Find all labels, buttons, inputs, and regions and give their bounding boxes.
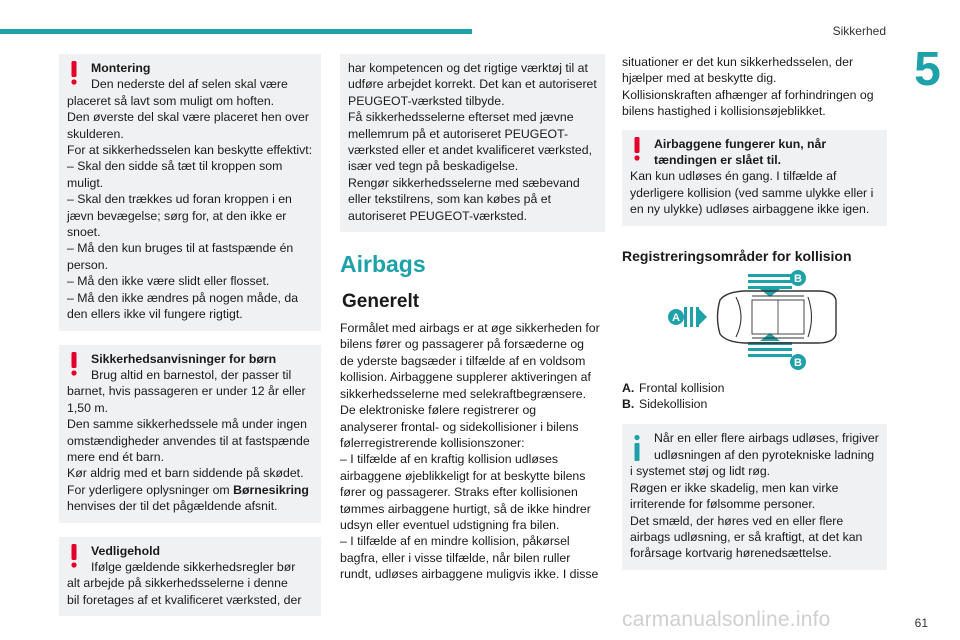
diagram-label-a: A <box>672 311 680 324</box>
side-impact-arrows-top <box>748 274 792 297</box>
montering-line: – Skal den sidde så tæt til kroppen som <box>67 159 283 174</box>
airbag-warning-line: yderligere kollision (ved samme ulykke eller i <box>630 185 874 200</box>
body-line: følerregistrerende kollisionszoner: <box>340 435 525 450</box>
column-2 <box>340 54 605 583</box>
section-title: Sikkerhed <box>832 24 886 38</box>
body-line: De elektroniske følere registrerer og <box>340 403 537 418</box>
diagram-legend <box>622 380 887 413</box>
legend-item-b <box>622 396 887 412</box>
car-top-view-illustration <box>622 270 887 370</box>
body-line: sikkerhedsselerne med selekraftbegrænsere. <box>340 386 587 401</box>
diagram-label-b-top: B <box>794 272 802 285</box>
page-number: 61 <box>914 616 928 630</box>
montering-title: Montering <box>91 61 151 75</box>
exclamation-icon <box>67 351 81 377</box>
montering-line: jævn bevægelse; sørg for, at den ikke er <box>67 208 287 223</box>
continuation-line: Få sikkerhedsselerne efterset med jævne <box>348 110 574 125</box>
continuation-line: Kollisionskraften afhænger af forhindringen og <box>622 87 874 102</box>
info-line: irriterende for følsomme personer. <box>630 497 816 512</box>
continuation-line: Rengør sikkerhedsselerne med sæbevand <box>348 175 580 190</box>
montering-line: – Må den ikke ændres på nogen måde, da <box>67 290 299 305</box>
info-line: Det smæld, der høres ved en eller flere <box>630 513 844 528</box>
header-accent-bar <box>0 29 472 34</box>
body-line: rundt, udløses airbaggene muligvis ikke. I disse <box>340 567 599 582</box>
exclamation-icon <box>67 543 81 569</box>
diagram-label-b-bottom: B <box>794 356 802 369</box>
boern-line: henvises der til det pågældende afsnit. <box>67 499 278 514</box>
vedligehold-line: alt arbejde på sikkerhedsselerne i denne <box>67 576 288 591</box>
legend-item-a <box>622 380 887 396</box>
body-line: de yderste bagsæder i tilfælde af en voldsom <box>340 353 586 368</box>
heading-generelt: Generelt <box>342 291 420 313</box>
continuation-text <box>622 54 887 120</box>
warning-box-vedligehold <box>59 537 321 617</box>
boern-ref-link-text: Børnesikring <box>233 482 309 497</box>
vedligehold-continuation-box <box>340 54 605 232</box>
body-line: bilens fører og passagerer på forsæderne og <box>340 337 585 352</box>
continuation-line: autoriseret PEUGEOT-værksted. <box>348 208 528 223</box>
info-line: forårsage kortvarig hørenedsættelse. <box>630 546 832 561</box>
column-1 <box>59 54 321 616</box>
continuation-line: udføre arbejdet korrekt. Det kan et autoriseret <box>348 77 597 92</box>
montering-line: – Må den kun bruges til at fastspænde én <box>67 241 294 256</box>
car-body <box>718 291 837 343</box>
montering-line: – Skal den trækkes ud foran kroppen i en <box>67 192 292 207</box>
body-line: udsyn eller eventuel udstigning fra bilen. <box>340 517 560 532</box>
vedligehold-line: Ifølge gældende sikkerhedsregler bør <box>91 559 296 574</box>
warning-box-montering <box>59 54 321 331</box>
continuation-line: eller tekstilrens, som kan købes på et <box>348 192 551 207</box>
legend-key: B. <box>622 397 635 412</box>
montering-line: – Må den ikke være slidt eller flosset. <box>67 274 270 289</box>
info-box-pyrotechnic <box>622 424 887 569</box>
montering-line: Den øverste del skal være placeret hen over <box>67 110 309 125</box>
boern-line: Brug altid en barnestol, der passer til <box>91 367 292 382</box>
info-line: Røgen er ikke skadelig, men kan virke <box>630 480 839 495</box>
body-line: kollision. Airbaggene supplerer aktiveringen af <box>340 370 591 385</box>
chapter-number: 5 <box>914 43 941 96</box>
boern-title: Sikkerhedsanvisninger for børn <box>91 351 277 366</box>
legend-text: Sidekollision <box>639 397 708 412</box>
montering-line: For at sikkerhedsselen kan beskytte effektivt: <box>67 143 313 158</box>
montering-line: placeret så lavt som muligt om hoften. <box>67 93 275 108</box>
info-line: udløsningen af den pyrotekniske ladning <box>654 447 875 462</box>
body-line: fører og passagerer. Straks efter kollisionen <box>340 485 578 500</box>
info-icon <box>630 434 644 462</box>
legend-text: Frontal kollision <box>639 380 725 395</box>
body-line: tømmes airbaggene hurtigt, så de ikke hindrer <box>340 501 591 516</box>
montering-line: Den nederste del af selen skal være <box>91 77 288 92</box>
vedligehold-line: bil foretages af et kvalificeret værksted, der <box>67 592 302 607</box>
side-impact-arrows-bottom <box>748 333 792 357</box>
warning-box-boern <box>59 345 321 523</box>
body-line: analyserer frontal- og sidekollisioner i bilens <box>340 419 579 434</box>
heading-registration-zones: Registreringsområder for kollision <box>622 247 852 264</box>
continuation-line: situationer er det kun sikkerhedsselen, der <box>622 55 854 69</box>
body-line: – I tilfælde af en mindre kollision, påkørsel <box>340 534 570 549</box>
continuation-line: hjælper med at beskytte dig. <box>622 71 777 86</box>
boern-ref-prefix: For yderligere oplysninger om <box>67 482 234 497</box>
airbag-warning-line: Kan kun udløses én gang. I tilfælde af <box>630 169 837 184</box>
legend-key: A. <box>622 380 635 395</box>
boern-line: Kør aldrig med et barn siddende på skødet. <box>67 466 304 481</box>
continuation-line: har kompetencen og det rigtige værktøj til at <box>348 61 588 75</box>
montering-line: den ellers ikke vil fungere rigtigt. <box>67 307 243 322</box>
montering-line: person. <box>67 257 109 272</box>
collision-zones-diagram <box>622 270 887 370</box>
heading-airbags: Airbags <box>340 251 426 278</box>
continuation-line: især ved tegn på beskadigelse. <box>348 159 519 174</box>
continuation-line: PEUGEOT-værksted tilbyde. <box>348 93 505 108</box>
watermark: carmanualsonline.info <box>622 608 831 631</box>
montering-line: snoet. <box>67 225 101 240</box>
continuation-line: bilens hastighed i kollisionsøjeblikket. <box>622 104 826 119</box>
exclamation-icon <box>630 136 644 162</box>
airbag-warning-title: tændingen er slået til. <box>654 153 782 168</box>
continuation-line: mellemrum på et autoriseret PEUGEOT- <box>348 126 569 141</box>
column-3 <box>622 54 887 570</box>
info-line: Når en eller flere airbags udløses, frigiver <box>654 431 879 446</box>
body-line: – I tilfælde af en kraftig kollision udløses <box>340 452 559 467</box>
boern-line: mere end ét barn. <box>67 449 165 464</box>
airbag-warning-title: Airbaggene fungerer kun, når <box>654 136 827 151</box>
boern-reference <box>67 482 313 498</box>
info-line: i systemet støj og lidt røg. <box>630 464 771 479</box>
body-line: Formålet med airbags er at øge sikkerheden for <box>340 321 600 336</box>
warning-box-airbag-ignition <box>622 130 887 226</box>
boern-line: 1,50 m. <box>67 400 109 415</box>
generelt-body <box>340 320 605 583</box>
montering-line: muligt. <box>67 175 104 190</box>
frontal-impact-arrows <box>684 307 707 327</box>
vedligehold-title: Vedligehold <box>91 543 161 558</box>
boern-line: Den samme sikkerhedssele må under ingen <box>67 417 307 432</box>
montering-line: skulderen. <box>67 126 124 141</box>
exclamation-icon <box>67 60 81 86</box>
airbag-warning-line: en ny ulykke) udløses airbaggene ikke igen. <box>630 202 870 217</box>
continuation-line: værksted eller et andet kvalificeret værksted, <box>348 143 592 158</box>
body-line: airbaggene øjeblikkeligt for at beskytte bilens <box>340 468 586 483</box>
info-line: airbags udløsning, er så kraftigt, at det kan <box>630 529 863 544</box>
boern-line: barnet, hvis passageren er under 12 år eller <box>67 384 306 399</box>
body-line: bagfra, eller i visse tilfælde, når bilen ruller <box>340 550 571 565</box>
boern-line: omstændigheder anvendes til at fastspænde <box>67 433 310 448</box>
